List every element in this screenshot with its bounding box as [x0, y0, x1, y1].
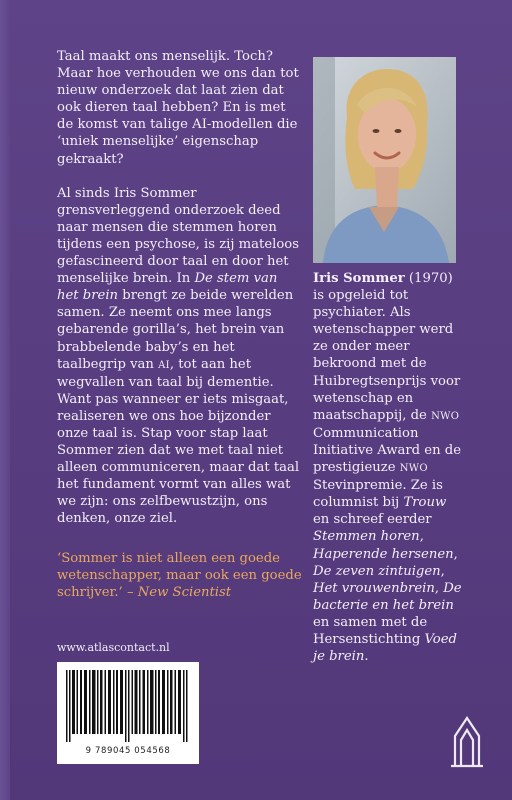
- blurb-column: [57, 48, 302, 528]
- separator: .: [364, 649, 369, 665]
- intro-paragraph: Taal maakt ons menselijk. Toch? Maar hoe verhouden we ons dan tot nieuw onderzoek dat laat zien dat ook dieren taal hebben? En is met de komst van talige AI-modellen die ‘uniek menselijke’ eigenschap gekraakt?: [57, 49, 299, 167]
- body-text: , tot aan het wegvallen van taal bij dementie. Want pas wanneer er iets misgaat, realiseren we ons hoe bijzonder onze taal is. Stap voor stap laat Sommer zien dat we met taal niet alleen communiceren, maar dat taal het fundament vormt van alles wat we zijn: ons zelfbewustzijn, ons denken, onze ziel.: [57, 356, 300, 527]
- book-title: Voed je brein: [313, 631, 457, 665]
- ai-abbreviation: AI: [158, 359, 170, 371]
- newspaper-title: Trouw: [403, 495, 447, 511]
- spine-edge: [0, 0, 10, 800]
- body-text: brengt ze beide werelden samen. Ze neemt ons mee langs gebarende gorilla’s, het brein van brabbelende baby’s en het taalbegrip van: [57, 288, 294, 372]
- bio-text: Stevinpremie. Ze is columnist bij: [313, 478, 443, 511]
- nwo-abbreviation: NWO: [399, 463, 428, 475]
- author-bio: [313, 270, 463, 665]
- barcode-icon: [66, 670, 190, 742]
- book-title: De zeven zintuigen: [313, 563, 441, 579]
- book-title: De bacterie en het brein: [313, 580, 462, 613]
- author-photo: [313, 57, 456, 263]
- nwo-abbreviation: NWO: [431, 410, 460, 422]
- book-title: Haperende hersenen: [313, 546, 454, 562]
- book-title: Stemmen horen: [313, 529, 420, 545]
- book-title: De stem van het brein: [57, 271, 278, 304]
- separator: ,: [453, 546, 458, 562]
- quote-source: New Scientist: [137, 585, 232, 601]
- author-name: Iris Sommer: [313, 271, 405, 286]
- bio-text: Communication Initiative Award en de prestigieuze: [313, 425, 462, 476]
- book-title: Het vrouwenbrein: [313, 580, 435, 596]
- separator: ,: [434, 580, 444, 596]
- author-portrait-icon: [313, 57, 456, 263]
- atlas-contact-logo-icon: [447, 712, 487, 770]
- quote-text: ‘Sommer is niet alleen een goede wetenschapper, maar ook een goede schrijver.’ –: [57, 551, 302, 601]
- isbn-number: 9 789045 054568: [85, 746, 171, 756]
- publisher-website[interactable]: www.atlascontact.nl: [57, 641, 170, 654]
- body-text: Al sinds Iris Sommer grensverleggend onderzoek deed naar mensen die stemmen horen tijdens een psychose, is zij mateloos gefascineerd door taal en door het menselijke brein. In: [57, 185, 299, 287]
- separator: ,: [419, 529, 424, 545]
- bio-text: en samen met de Hersenstichting: [313, 614, 428, 647]
- bio-text: en schreef eerder: [313, 512, 432, 528]
- barcode: [57, 662, 199, 764]
- bio-text: (1970) is opgeleid tot psychiater. Als wetenschapper werd ze onder meer bekroond met de Huibregtsenprijs voor wetenschap en maatschappij, de: [313, 271, 461, 423]
- body-paragraph: [57, 185, 302, 528]
- separator: ,: [440, 563, 445, 579]
- review-quote: [57, 550, 302, 601]
